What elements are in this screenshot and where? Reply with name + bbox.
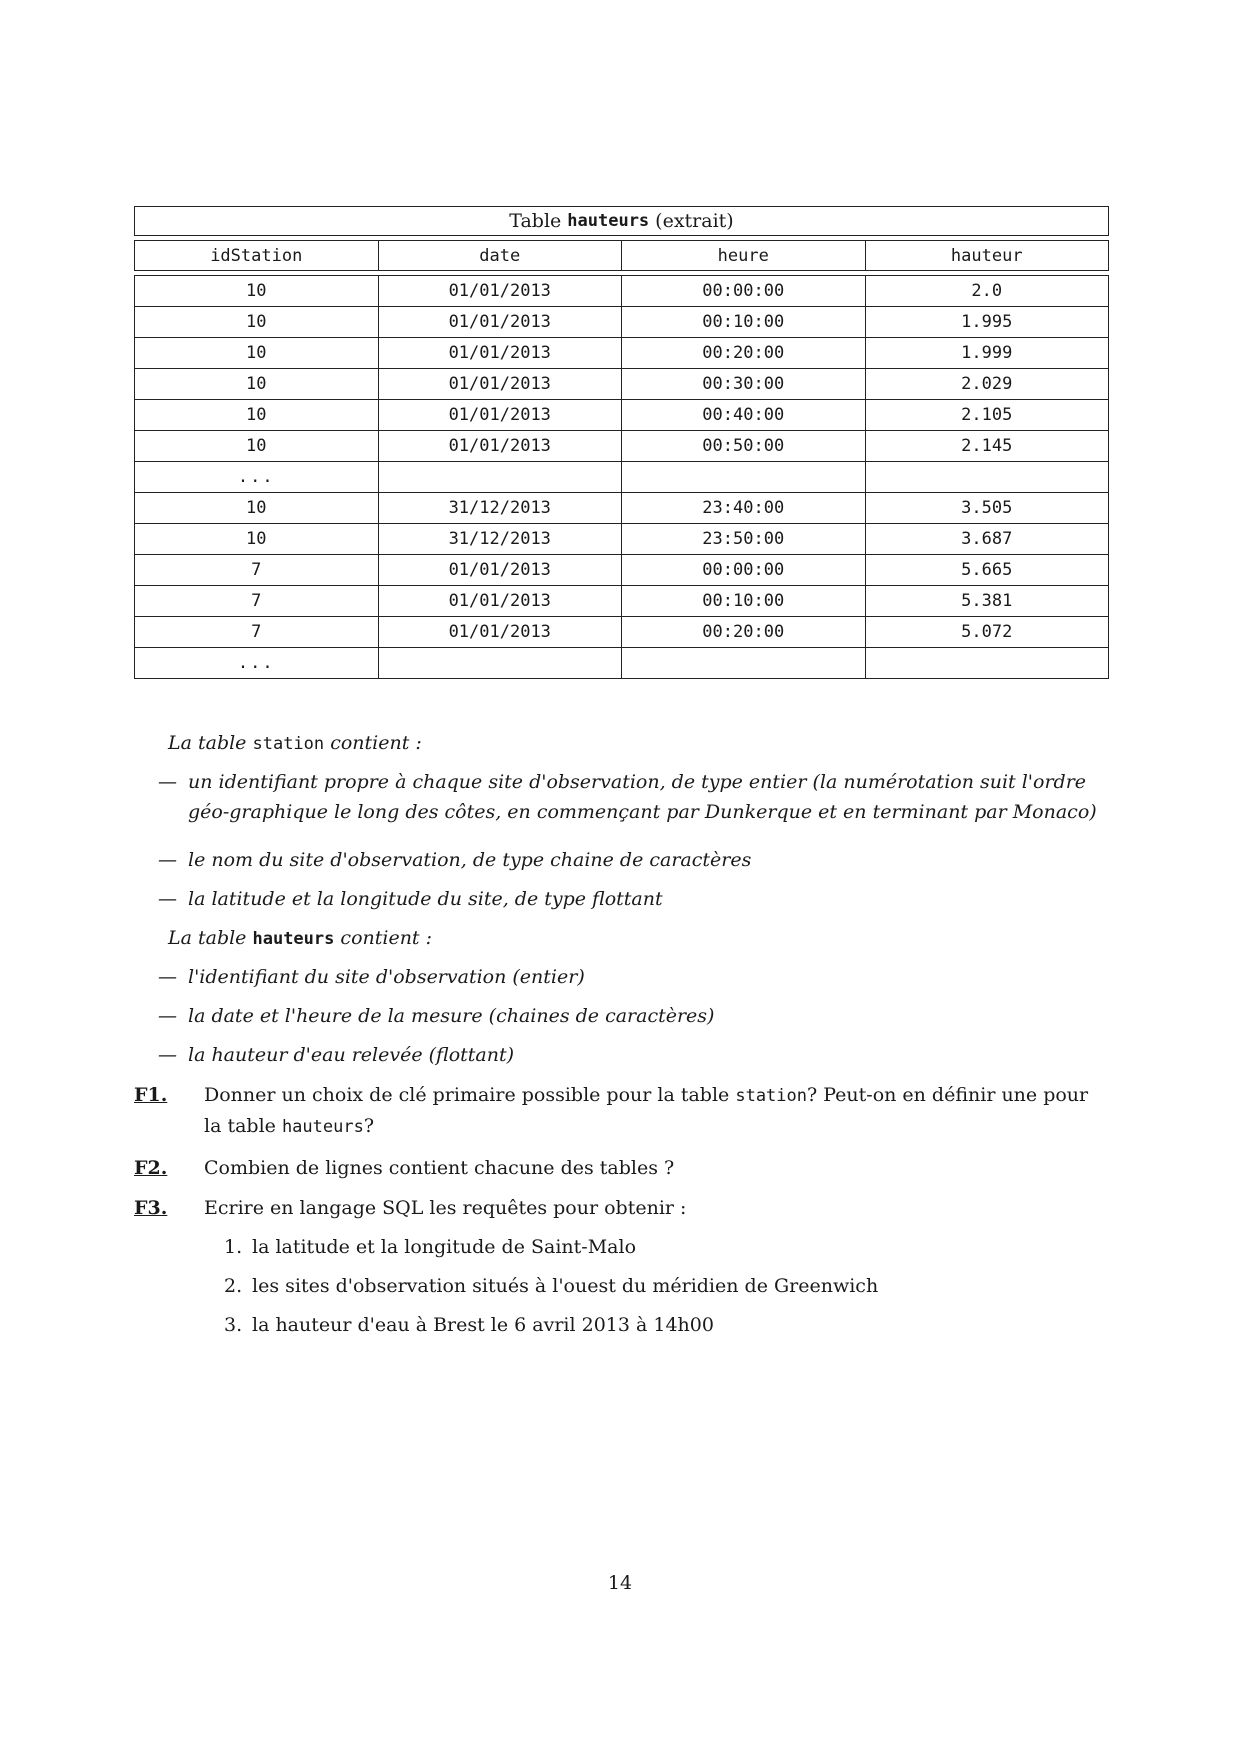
question-text: ? [363, 1115, 375, 1137]
table-row [135, 555, 1109, 586]
sub-item-text: la hauteur d'eau à Brest le 6 avril 2013 à 14h00 [252, 1314, 714, 1336]
hauteurs-bullet-3: — la hauteur d'eau relevée (flottant) [158, 1040, 1108, 1070]
code-hauteurs: hauteurs [281, 1117, 364, 1137]
table-cell: 7 [135, 617, 379, 648]
station-table-name: station [252, 734, 325, 754]
table-cell: 2.029 [865, 369, 1109, 400]
table-cell: 00:50:00 [622, 431, 866, 462]
table-cell: 00:10:00 [622, 307, 866, 338]
table-cell: 7 [135, 586, 379, 617]
table-cell: 00:00:00 [622, 555, 866, 586]
table-cell: 3.505 [865, 493, 1109, 524]
question-text: Ecrire en langage SQL les requêtes pour obtenir : [204, 1197, 687, 1219]
sub-item-number: 1. [224, 1236, 243, 1258]
table-cell: 10 [135, 276, 379, 307]
table-cell: 01/01/2013 [378, 617, 622, 648]
sub-item-2 [224, 1271, 878, 1301]
table-cell [865, 648, 1109, 679]
hauteurs-bullet-2: — la date et l'heure de la mesure (chaines de caractères) [158, 1001, 1108, 1031]
question-label: F3. [134, 1197, 168, 1219]
table-cell: 2.145 [865, 431, 1109, 462]
bullet-text: la date et l'heure de la mesure (chaines de caractères) [188, 1005, 715, 1027]
table-cell: 5.072 [865, 617, 1109, 648]
question-f1 [134, 1080, 1109, 1142]
table-cell: 00:10:00 [622, 586, 866, 617]
station-bullet-1: — un identifiant propre à chaque site d'observation, de type entier (la numérotation suit l'ordre géo-graphique le long des côtes, en commençant par Dunkerque et en terminant par Monaco) [158, 767, 1108, 827]
table-cell: 31/12/2013 [378, 493, 622, 524]
table-cell [865, 462, 1109, 493]
sub-item-text: les sites d'observation situés à l'ouest du méridien de Greenwich [252, 1275, 879, 1297]
table-row [135, 617, 1109, 648]
table-cell: 2.105 [865, 400, 1109, 431]
table-row [135, 338, 1109, 369]
bullet-text: la hauteur d'eau relevée (flottant) [188, 1044, 515, 1066]
intro-prefix: La table [168, 927, 247, 949]
table-cell: 01/01/2013 [378, 586, 622, 617]
hauteurs-table-name: hauteurs [252, 929, 335, 949]
table-cell [622, 462, 866, 493]
table-cell [378, 648, 622, 679]
page-number: 14 [607, 1572, 633, 1594]
question-f2 [134, 1153, 1109, 1183]
table-cell: 3.687 [865, 524, 1109, 555]
intro-suffix: contient : [330, 732, 422, 754]
table-row [135, 307, 1109, 338]
table-row [135, 648, 1109, 679]
table-cell: 1.995 [865, 307, 1109, 338]
header-date: date [378, 241, 622, 271]
table-row [135, 462, 1109, 493]
intro-suffix: contient : [340, 927, 433, 949]
header-idstation: idStation [135, 241, 379, 271]
table-cell: 01/01/2013 [378, 307, 622, 338]
table-cell: 7 [135, 555, 379, 586]
table-cell: 10 [135, 400, 379, 431]
table-cell: 31/12/2013 [378, 524, 622, 555]
hauteurs-bullet-1: — l'identifiant du site d'observation (entier) [158, 962, 1108, 992]
code-station: station [735, 1086, 807, 1106]
table-cell: ... [135, 462, 379, 493]
station-intro [168, 728, 422, 759]
table-cell: 2.0 [865, 276, 1109, 307]
intro-prefix: La table [168, 732, 247, 754]
table-cell: 5.381 [865, 586, 1109, 617]
hauteurs-table [134, 206, 1109, 679]
table-cell: 1.999 [865, 338, 1109, 369]
table-cell: 00:20:00 [622, 338, 866, 369]
hauteurs-intro [168, 923, 432, 954]
table-cell: 01/01/2013 [378, 276, 622, 307]
table-cell [378, 462, 622, 493]
table-row [135, 369, 1109, 400]
sub-item-1 [224, 1232, 636, 1262]
question-text: ? Peut-on en définir une pour la table [204, 1084, 1089, 1137]
table-row [135, 493, 1109, 524]
table-cell: 01/01/2013 [378, 338, 622, 369]
table-cell: 00:30:00 [622, 369, 866, 400]
table-row [135, 400, 1109, 431]
table-cell: 01/01/2013 [378, 555, 622, 586]
table-cell [622, 648, 866, 679]
table-cell: 00:20:00 [622, 617, 866, 648]
question-f3 [134, 1193, 1109, 1223]
bullet-text: le nom du site d'observation, de type chaine de caractères [188, 849, 752, 871]
bullet-text: la latitude et la longitude du site, de type flottant [188, 888, 663, 910]
header-hauteur: hauteur [865, 241, 1109, 271]
table-cell: 10 [135, 431, 379, 462]
table-cell: 23:40:00 [622, 493, 866, 524]
sub-item-number: 2. [224, 1275, 243, 1297]
sub-item-3 [224, 1310, 714, 1340]
sub-item-text: la latitude et la longitude de Saint-Malo [252, 1236, 637, 1258]
table-cell: 00:00:00 [622, 276, 866, 307]
table-cell: 01/01/2013 [378, 431, 622, 462]
table-cell: 10 [135, 338, 379, 369]
header-heure: heure [622, 241, 866, 271]
table-header-row [135, 241, 1109, 271]
question-text: Donner un choix de clé primaire possible pour la table [204, 1084, 730, 1106]
caption-prefix: Table [509, 210, 562, 232]
question-label: F2. [134, 1157, 168, 1179]
question-text: Combien de lignes contient chacune des tables ? [204, 1157, 675, 1179]
table-row [135, 431, 1109, 462]
table-row [135, 586, 1109, 617]
sub-item-number: 3. [224, 1314, 243, 1336]
station-bullet-3: — la latitude et la longitude du site, de type flottant [158, 884, 1108, 914]
table-cell: 01/01/2013 [378, 369, 622, 400]
data-table [134, 240, 1109, 679]
table-cell: 5.665 [865, 555, 1109, 586]
table-row [135, 276, 1109, 307]
question-label: F1. [134, 1084, 168, 1106]
caption-suffix: (extrait) [655, 210, 734, 232]
caption-table-name: hauteurs [567, 211, 650, 231]
bullet-text: l'identifiant du site d'observation (entier) [188, 966, 585, 988]
table-cell: 10 [135, 524, 379, 555]
table-cell: 10 [135, 493, 379, 524]
table-cell: 00:40:00 [622, 400, 866, 431]
table-cell: 01/01/2013 [378, 400, 622, 431]
table-cell: 10 [135, 369, 379, 400]
station-bullet-2: — le nom du site d'observation, de type chaine de caractères [158, 845, 1108, 875]
bullet-text: un identifiant propre à chaque site d'observation, de type entier (la numérotation suit l'ordre géo-graphique le long des côtes, en commençant par Dunkerque et en terminant par Monaco) [188, 771, 1097, 823]
table-cell: 10 [135, 307, 379, 338]
table-row [135, 524, 1109, 555]
table-caption [134, 206, 1109, 236]
table-cell: 23:50:00 [622, 524, 866, 555]
table-cell: ... [135, 648, 379, 679]
